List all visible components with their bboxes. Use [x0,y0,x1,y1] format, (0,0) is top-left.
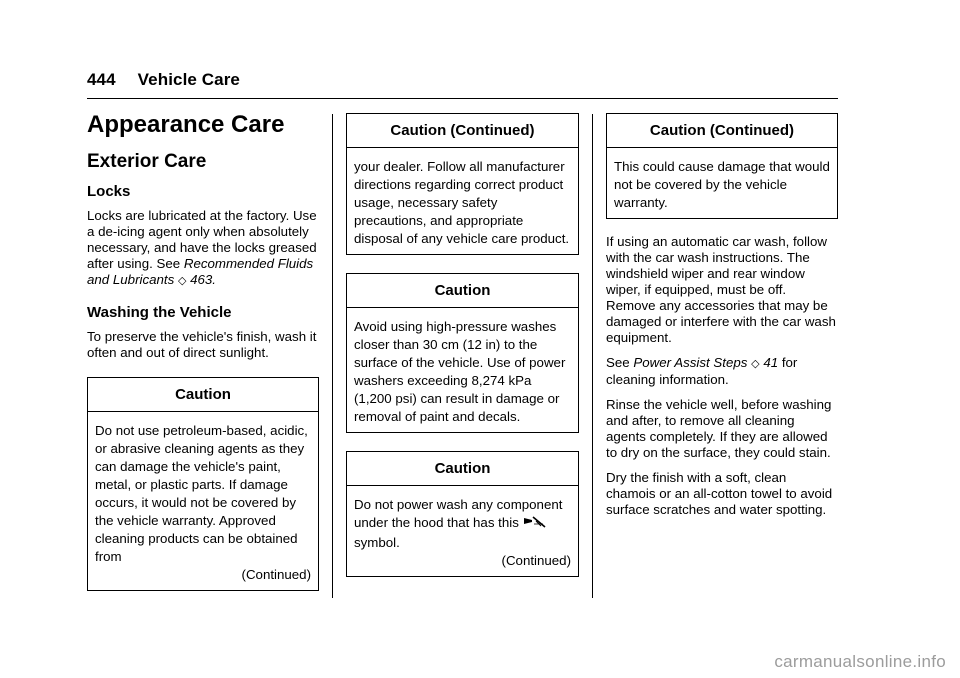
locks-text: Locks are lubricated at the factory. Use a de-icing agent only when absolutely necessary, and have the locks greased after using. See [87,208,317,271]
heading-washing: Washing the Vehicle [87,304,232,321]
subtitle-exterior-care: Exterior Care [87,151,207,172]
caution-title: Caution (Continued) [607,114,837,148]
column-divider-2 [592,114,593,598]
caution-body [88,412,318,590]
continued-label: (Continued) [241,567,311,582]
power-assist-ref-page: 41 [763,355,779,370]
caution-title: Caution [88,378,318,412]
caution-box-2 [346,113,579,255]
caution-box-5 [606,113,838,219]
locks-ref-page: 463 [190,272,213,287]
power-assist-paragraph [606,355,838,388]
column-2 [346,113,579,595]
column-divider-1 [332,114,333,598]
locks-paragraph [87,208,319,289]
page-title: Appearance Care [87,111,285,138]
heading-locks: Locks [87,183,131,200]
caution-title: Caution [347,274,578,308]
locks-ref-title: Recommended Fluids and Lubricants [87,256,314,287]
power-assist-cross-reference[interactable] [633,355,778,370]
section-title: Vehicle Care [137,70,240,89]
locks-cross-reference[interactable]: Recommended Fluids and Lubricants ◇ 463. [87,256,314,287]
caution-title: Caution [347,452,578,486]
header-rule [87,98,838,99]
watermark: carmanualsonline.info [774,652,946,671]
continued-label: (Continued) [501,553,571,568]
caution-text: Do not use petroleum-based, acidic, or abrasive cleaning agents as they can damage the vehicle's paint, metal, or plastic parts. If damage occurs, it would not be covered by the vehicle warranty. Approved cleaning products can be obtained from [95,423,308,564]
caution-title: Caution (Continued) [347,114,578,148]
rinse-paragraph: Rinse the vehicle well, before washing and after, to remove all cleaning agents completely. If they are allowed to dry on the surface, they could stain. [606,397,832,460]
washing-paragraph: To preserve the vehicle's finish, wash it often and out of direct sunlight. [87,329,317,360]
power-assist-ref-title: Power Assist Steps [633,355,748,370]
caution-body [347,486,578,576]
power-assist-rest: for cleaning information. [606,355,798,387]
caution-body: your dealer. Follow all manufacturer directions regarding correct product usage, necessary safety precautions, and appropriate disposal of any vehicle care product. [354,159,570,246]
caution-box-3 [346,273,579,433]
dry-paragraph: Dry the finish with a soft, clean chamois or an all-cotton towel to avoid surface scratches and water spotting. [606,470,833,517]
see-text: See [606,355,630,370]
caution-box-4 [346,451,579,577]
page-number: 444 [87,70,116,89]
caution-body: This could cause damage that would not be covered by the vehicle warranty. [614,159,830,210]
car-wash-paragraph: If using an automatic car wash, follow with the car wash instructions. The windshield wiper and rear window wiper, if equipped, must be off. Remove any accessories that may be damaged or interfere with the car wash equipment. [606,234,836,345]
caution-body: Avoid using high-pressure washes closer than 30 cm (12 in) to the surface of the vehicle. Use of power washers exceeding 8,274 kPa (1,200 psi) can result in damage or removal of paint and decals. [354,319,566,424]
column-1 [87,108,319,609]
caution-text-a: Do not power wash any component under the hood that has this [354,497,563,530]
page-ref-arrow-icon: ◇ [177,275,187,287]
no-power-wash-icon [523,515,547,534]
caution-box-1 [87,377,319,591]
page-ref-arrow-icon: ◇ [751,358,760,370]
page-header [87,70,240,90]
caution-text-b: symbol. [354,535,400,550]
column-3 [606,113,838,527]
